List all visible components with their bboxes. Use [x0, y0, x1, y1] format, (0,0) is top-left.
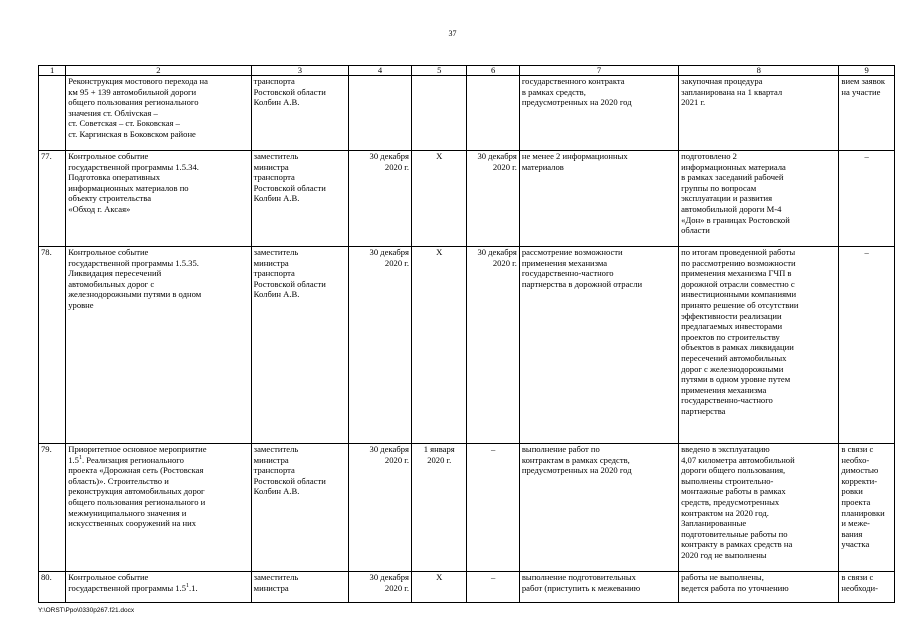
- responsible-person: заместитель министра транспорта Ростовской области Колбин А.В.: [251, 247, 348, 444]
- event-name-start: Приоритетное основное мероприятие 1.5: [68, 444, 207, 465]
- actual-result: работы не выполнены, ведется работа по уточнению: [679, 572, 839, 603]
- event-name-superscript: 1: [78, 454, 82, 461]
- file-path-footer: Y:\ORST\Ppo\0330p267.f21.docx: [38, 607, 135, 614]
- event-name: [66, 572, 251, 603]
- event-name: Контрольное событие государственной программы 1.5.35. Ликвидация пересечений автомобильных дорог с железнодорожными путями в одном уровне: [66, 247, 251, 444]
- col-header-8: 8: [679, 66, 839, 76]
- fact-date: 30 декабря 2020 г.: [467, 151, 519, 247]
- deviation-reasons: –: [839, 151, 895, 247]
- plan-date: 30 декабря 2020 г.: [349, 151, 412, 247]
- forecast-date: [411, 76, 467, 151]
- actual-result: введено в эксплуатацию 4,07 километра автомобильной дороги общего пользования, выполнены строительно- монтажные работы в рамках средств, предусмотренных контрактом на 2020 год. Запланированные подготовительные работы по контракту в рамках средств на 2020 год не выполнены: [679, 444, 839, 572]
- col-header-7: 7: [519, 66, 678, 76]
- col-header-1: 1: [39, 66, 66, 76]
- plan-date: 30 декабря 2020 г.: [349, 444, 412, 572]
- report-table: [38, 65, 895, 603]
- planned-result: не менее 2 информационных материалов: [519, 151, 678, 247]
- plan-date: 30 декабря 2020 г.: [349, 247, 412, 444]
- responsible-person: транспорта Ростовской области Колбин А.В.: [251, 76, 348, 151]
- forecast-date: X: [411, 247, 467, 444]
- col-header-5: 5: [411, 66, 467, 76]
- event-name: Реконструкция мостового перехода на км 95 + 139 автомобильной дороги общего пользования регионального значения ст. Облivская – ст. Советская – ст. Боковская – ст. Каргинская в Боковском районе: [66, 76, 251, 151]
- event-name: [66, 444, 251, 572]
- fact-date: –: [467, 572, 519, 603]
- event-name: Контрольное событие государственной программы 1.5.34. Подготовка оперативных информационных материалов по объекту строительства «Обход г. Аксая»: [66, 151, 251, 247]
- event-name-start: Контрольное событие государственной программы 1.5: [68, 572, 186, 593]
- table-row: [39, 247, 895, 444]
- forecast-date: X: [411, 572, 467, 603]
- row-number: 79.: [39, 444, 66, 572]
- page-number: 37: [448, 29, 457, 38]
- deviation-reasons: в связи с необходи-: [839, 572, 895, 603]
- table-row: [39, 151, 895, 247]
- event-name-end: . Реализация регионального проекта «Дорожная сеть (Ростовская область)». Строительство и реконструкция автомобильных дорог общего пользования регионального и межмуниципального значения и искусственных сооружений на них: [68, 454, 206, 529]
- forecast-date: X: [411, 151, 467, 247]
- responsible-person: заместитель министра: [251, 572, 348, 603]
- event-name-superscript: 1: [186, 582, 189, 589]
- responsible-person: заместитель министра транспорта Ростовской области Колбин А.В.: [251, 444, 348, 572]
- deviation-reasons: вием заявок на участие: [839, 76, 895, 151]
- table-row: [39, 76, 895, 151]
- event-name-end: .1.: [189, 582, 198, 593]
- col-header-9: 9: [839, 66, 895, 76]
- row-number: 77.: [39, 151, 66, 247]
- row-number: 78.: [39, 247, 66, 444]
- col-header-6: 6: [467, 66, 519, 76]
- fact-date: 30 декабря 2020 г.: [467, 247, 519, 444]
- planned-result: государственного контракта в рамках средств, предусмотренных на 2020 год: [519, 76, 678, 151]
- deviation-reasons: в связи с необхо- димостью корректи- ровки проекта планировки и меже- вания участка: [839, 444, 895, 572]
- actual-result: закупочная процедура запланирована на 1 квартал 2021 г.: [679, 76, 839, 151]
- plan-date: [349, 76, 412, 151]
- actual-result: по итогам проведенной работы по рассмотрению возможности применения механизма ГЧП в дорожной отрасли совместно с инвестиционными компаниями принято решение об отсутствии эффективности реализации предлагаемых инвесторами проектов по строительству объектов в рамках ликвидации пересечений автомобильных дорог с железнодорожными путями в одном уровне путем применения механизма государственно-частного партнерства: [679, 247, 839, 444]
- row-number: [39, 76, 66, 151]
- column-number-row: [39, 66, 895, 76]
- forecast-date: 1 января 2020 г.: [411, 444, 467, 572]
- col-header-4: 4: [349, 66, 412, 76]
- col-header-2: 2: [66, 66, 251, 76]
- planned-result: выполнение работ по контрактам в рамках средств, предусмотренных на 2020 год: [519, 444, 678, 572]
- col-header-3: 3: [251, 66, 348, 76]
- responsible-person: заместитель министра транспорта Ростовской области Колбин А.В.: [251, 151, 348, 247]
- fact-date: [467, 76, 519, 151]
- table-row: [39, 572, 895, 603]
- fact-date: –: [467, 444, 519, 572]
- planned-result: рассмотрение возможности применения механизма государственно-частного партнерства в дорожной отрасли: [519, 247, 678, 444]
- row-number: 80.: [39, 572, 66, 603]
- deviation-reasons: –: [839, 247, 895, 444]
- table-row: [39, 444, 895, 572]
- planned-result: выполнение подготовительных работ (приступить к межеванию: [519, 572, 678, 603]
- actual-result: подготовлено 2 информационных материала в рамках заседаний рабочей группы по вопросам эксплуатации и развития автомобильной дороги М-4 «Дон» в границах Ростовской области: [679, 151, 839, 247]
- plan-date: 30 декабря 2020 г.: [349, 572, 412, 603]
